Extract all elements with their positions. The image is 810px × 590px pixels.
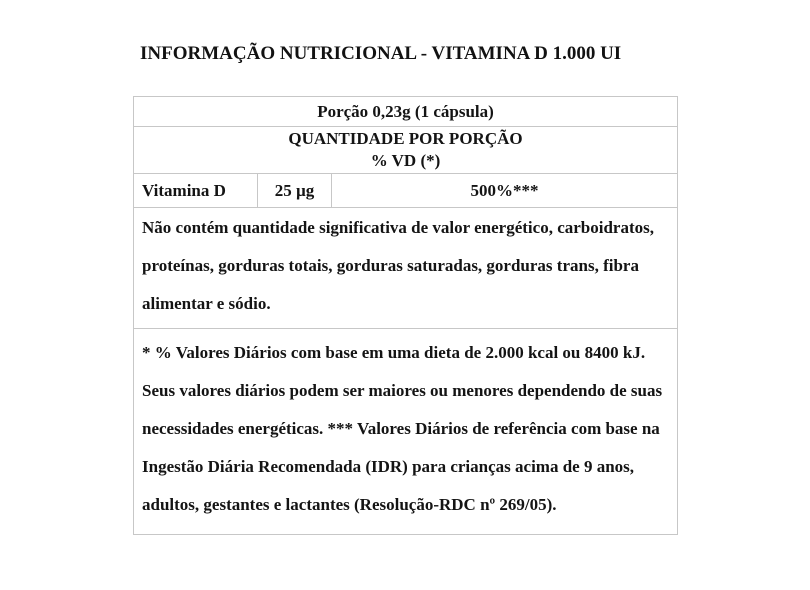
nutrient-name-cell	[134, 174, 258, 207]
nutrient-amount: 25 µg	[274, 180, 315, 200]
table-header-row	[134, 126, 677, 173]
table-row-vitamin-d	[134, 173, 677, 207]
nutrient-name: Vitamina D	[142, 180, 226, 200]
serving-size-row	[134, 97, 677, 126]
nutrient-daily-value-cell	[332, 174, 677, 207]
nutrition-table	[133, 96, 678, 535]
nutrient-daily-value: 500%***	[470, 180, 539, 200]
serving-size-text: Porção 0,23g (1 cápsula)	[317, 101, 494, 121]
no-significant-amounts-note: Não contém quantidade significativa de valor energético, carboidratos, proteínas, gorduras totais, gorduras saturadas, gorduras trans, fibra alimentar e sódio.	[134, 207, 677, 328]
daily-values-footnote: * % Valores Diários com base em uma dieta de 2.000 kcal ou 8400 kJ. Seus valores diários podem ser maiores ou menores dependendo de suas necessidades energéticas. *** Valores Diários de referência com base na Ingestão Diária Recomendada (IDR) para crianças acima de 9 anos, adultos, gestantes e lactantes (Resolução-RDC nº 269/05).	[134, 328, 677, 534]
header-percent-dv: % VD (*)	[370, 151, 441, 170]
nutrient-amount-cell	[258, 174, 332, 207]
page-title: INFORMAÇÃO NUTRICIONAL - VITAMINA D 1.000 UI	[140, 43, 622, 64]
header-quantity-per-serving: QUANTIDADE POR PORÇÃO	[288, 129, 523, 148]
